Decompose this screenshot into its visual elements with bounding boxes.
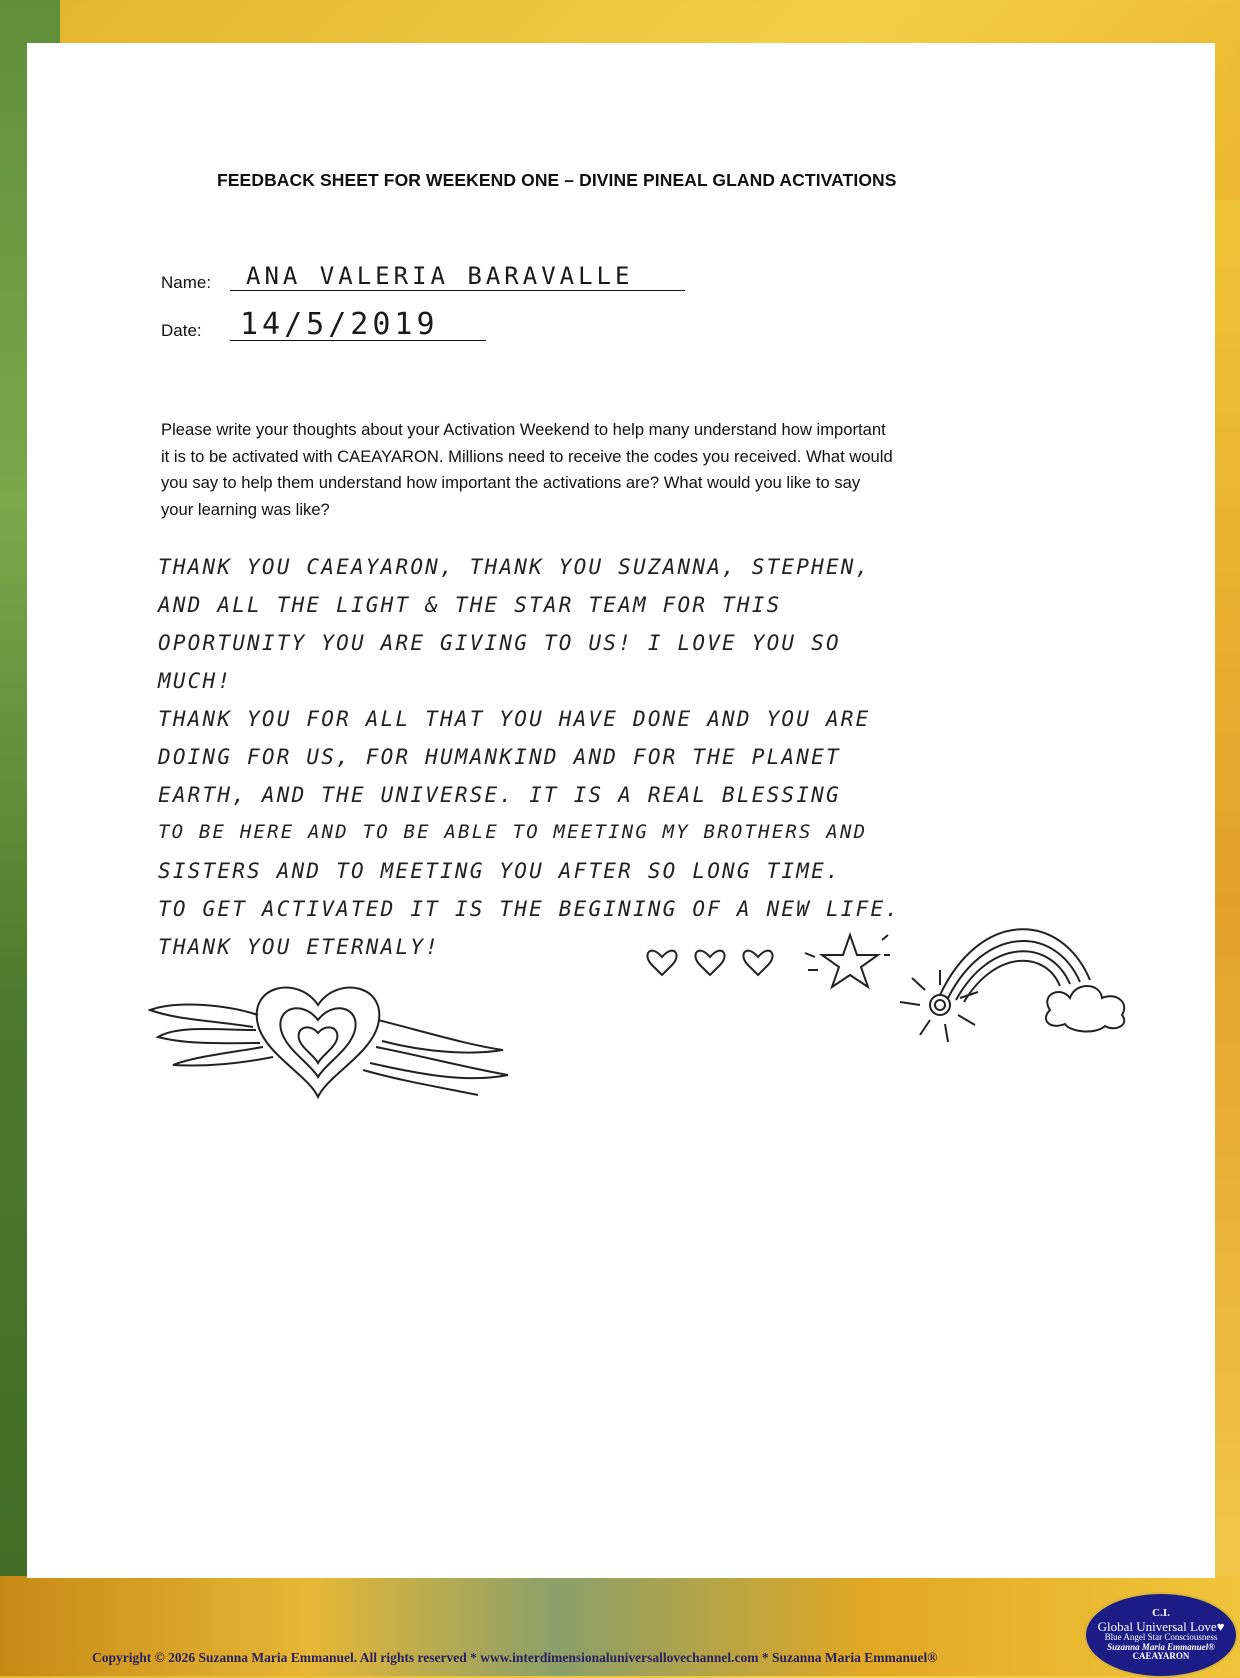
date-label: Date: (161, 321, 202, 340)
copyright-footer: Copyright © 2026 Suzanna Maria Emmanuel. All rights reserved * www.interdimensionaluniversallovechannel.com * Suzanna Maria Emmanuel® (92, 1650, 938, 1665)
name-label: Name: (161, 273, 212, 292)
handwritten-answer (158, 555, 1128, 973)
logo-line: Global Universal Love♥ (1097, 1618, 1225, 1634)
heart-icon (695, 951, 724, 975)
date-value: 14/5/2019 (240, 307, 439, 342)
answer-line: EARTH, AND THE UNIVERSE. IT IS A REAL BLESSING (158, 783, 841, 807)
winged-heart-doodle (148, 975, 518, 1105)
name-underline (230, 290, 685, 291)
hearts-star-doodle (640, 925, 890, 1015)
answer-line: AND ALL THE LIGHT & THE STAR TEAM FOR THIS (158, 593, 782, 617)
prompt-line: your learning was like? (161, 499, 330, 519)
star-icon (822, 935, 878, 987)
prompt-text (161, 417, 1061, 523)
logo-line: C.I. (1152, 1607, 1170, 1620)
name-value: ANA VALERIA BARAVALLE (246, 262, 634, 290)
heart-icon (743, 951, 772, 975)
logo-line: CAEAYARON (1132, 1651, 1190, 1662)
sun-icon (930, 995, 950, 1015)
cloud-icon (1046, 986, 1124, 1032)
answer-line: THANK YOU CAEAYARON, THANK YOU SUZANNA, STEPHEN, (158, 555, 871, 579)
answer-line: SISTERS AND TO MEETING YOU AFTER SO LONG TIME. (158, 859, 841, 883)
prompt-line: it is to be activated with CAEAYARON. Millions need to receive the codes you received. What would (161, 446, 893, 466)
answer-line: THANK YOU ETERNALY! (158, 935, 441, 959)
prompt-line: Please write your thoughts about your Activation Weekend to help many understand how important (161, 420, 886, 439)
global-universal-love-logo (1084, 1592, 1238, 1678)
document-title: FEEDBACK SHEET FOR WEEKEND ONE – DIVINE PINEAL GLAND ACTIVATIONS (217, 170, 897, 190)
prompt-line: you say to help them understand how important the activations are? What would you like to say (161, 473, 861, 492)
answer-line: TO GET ACTIVATED IT IS THE BEGINING OF A NEW LIFE. (158, 897, 901, 921)
heart-icon (647, 951, 676, 975)
rainbow-doodle (890, 920, 1150, 1050)
answer-line: DOING FOR US, FOR HUMANKIND AND FOR THE PLANET (158, 745, 841, 769)
logo-line: Blue Angel Star Consciousness (1104, 1632, 1218, 1643)
logo-line: Suzanna Maria Emmanuel® (1107, 1641, 1215, 1652)
answer-line: THANK YOU FOR ALL THAT YOU HAVE DONE AND YOU ARE (158, 707, 871, 731)
answer-line: MUCH! (158, 669, 233, 693)
answer-line: OPORTUNITY YOU ARE GIVING TO US! I LOVE YOU SO (158, 631, 841, 655)
answer-line: TO BE HERE AND TO BE ABLE TO MEETING MY BROTHERS AND (158, 821, 868, 843)
heart-icon (257, 988, 380, 1097)
